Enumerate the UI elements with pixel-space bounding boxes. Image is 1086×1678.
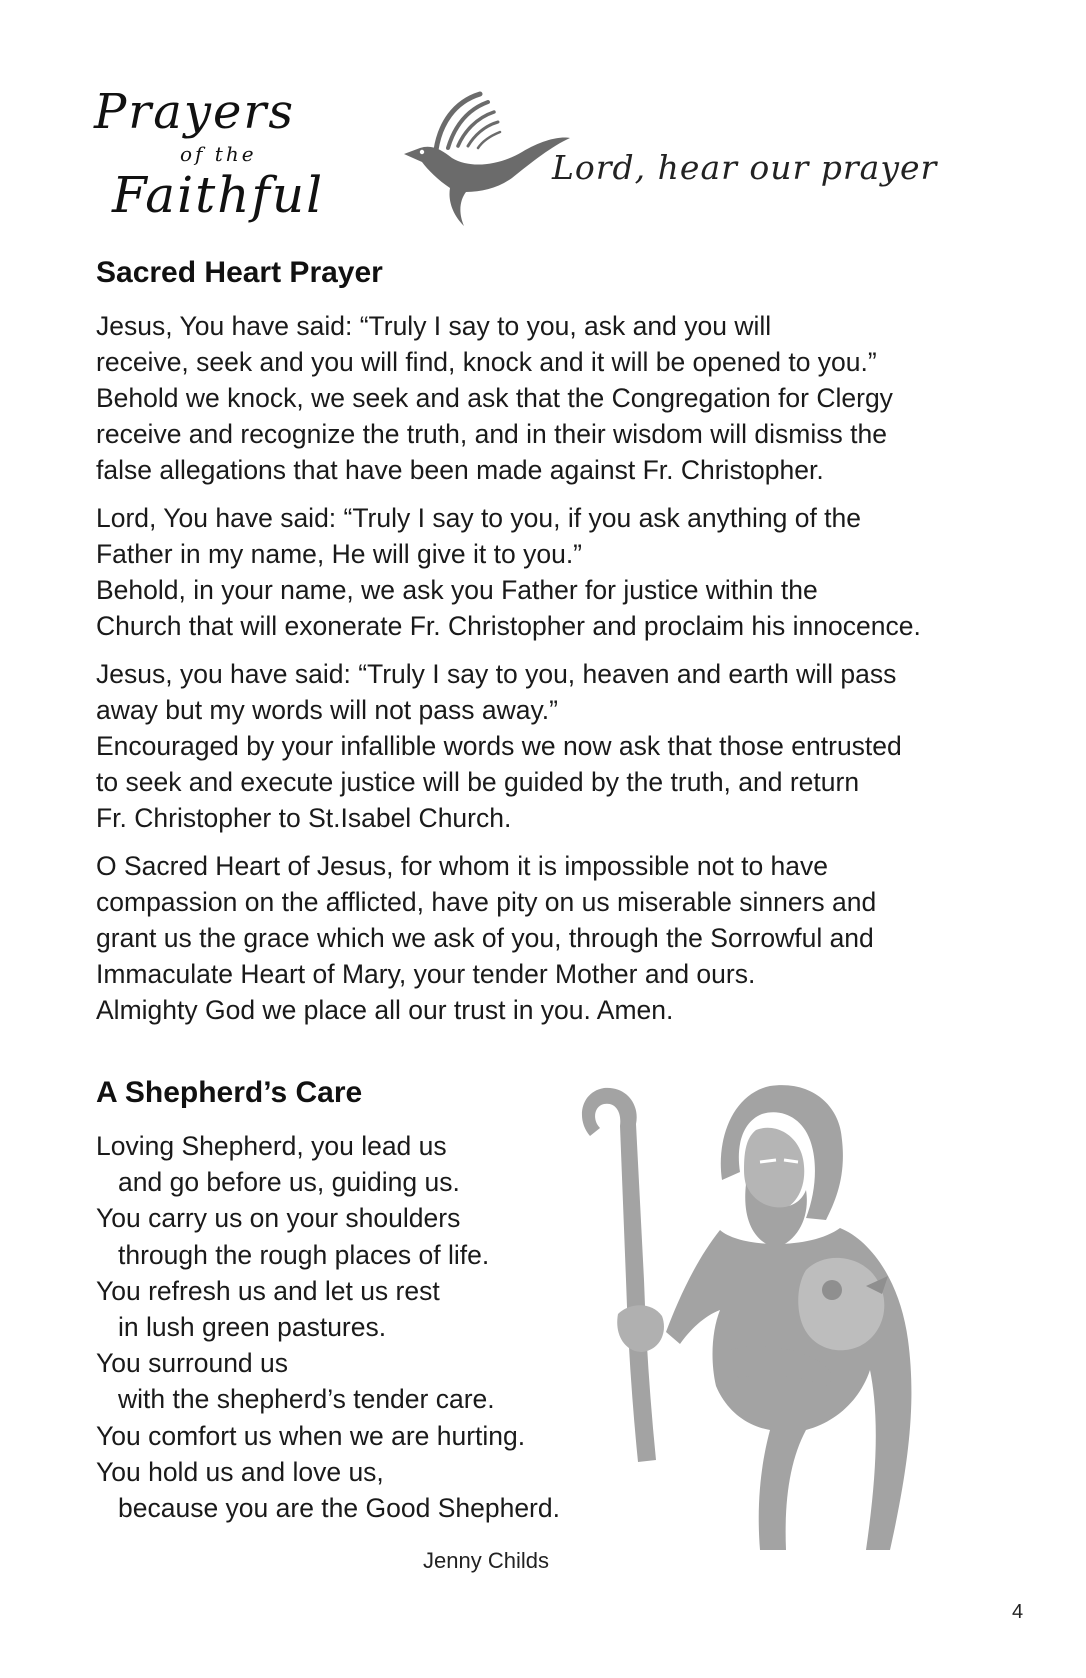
prayer-line: O Sacred Heart of Jesus, for whom it is impossible not to have — [96, 851, 829, 881]
prayer-line: Immaculate Heart of Mary, your tender Mother and ours. — [96, 959, 756, 989]
page-number: 4 — [1012, 1601, 1024, 1623]
poem-line: You surround us — [96, 1348, 289, 1379]
prayer-line: Behold, in your name, we ask you Father for justice within the — [96, 575, 818, 605]
tagline: Lord, hear our prayer — [552, 148, 938, 187]
poem-line: You carry us on your shoulders — [96, 1203, 461, 1234]
prayer-paragraph — [96, 500, 1016, 644]
prayer-paragraph — [96, 656, 1016, 836]
poem-line: with the shepherd’s tender care. — [118, 1384, 495, 1415]
sacred-heart-heading: Sacred Heart Prayer — [96, 256, 383, 289]
prayer-line: Jesus, You have said: “Truly I say to you, ask and you will — [96, 311, 772, 341]
sacred-heart-prayer-text — [96, 308, 1016, 1040]
page-header — [0, 0, 1086, 240]
prayer-line: compassion on the afflicted, have pity on us miserable sinners and — [96, 887, 877, 917]
dove-icon — [402, 88, 572, 228]
poem-line: You comfort us when we are hurting. — [96, 1420, 526, 1451]
prayer-line: Jesus, you have said: “Truly I say to you, heaven and earth will pass — [96, 659, 897, 689]
prayer-line: false allegations that have been made against Fr. Christopher. — [96, 455, 824, 485]
poem-line: You refresh us and let us rest — [96, 1275, 440, 1306]
prayer-paragraph — [96, 848, 1016, 1028]
prayer-line: Encouraged by your infallible words we now ask that those entrusted — [96, 731, 902, 761]
poem-line: You hold us and love us, — [96, 1456, 384, 1487]
poem-line: because you are the Good Shepherd. — [118, 1493, 560, 1524]
title-line-faithful: Faithful — [112, 166, 325, 224]
prayer-line: Father in my name, He will give it to you.” — [96, 539, 583, 569]
prayer-line: to seek and execute justice will be guided by the truth, and return — [96, 767, 860, 797]
prayer-line: Fr. Christopher to St.Isabel Church. — [96, 803, 512, 833]
poem-line: in lush green pastures. — [118, 1312, 387, 1343]
prayer-line: Behold we knock, we seek and ask that the Congregation for Clergy — [96, 383, 893, 413]
prayer-line: receive, seek and you will find, knock and it will be opened to you.” — [96, 347, 877, 377]
poem-line: Loving Shepherd, you lead us — [96, 1131, 447, 1161]
prayer-line: Church that will exonerate Fr. Christopher and proclaim his innocence. — [96, 611, 921, 641]
prayer-line: receive and recognize the truth, and in their wisdom will dismiss the — [96, 419, 887, 449]
shepherd-heading: A Shepherd’s Care — [96, 1076, 363, 1109]
poem-line: and go before us, guiding us. — [118, 1167, 460, 1198]
good-shepherd-illustration-icon — [570, 1080, 960, 1560]
poem-line: through the rough places of life. — [118, 1239, 490, 1270]
prayer-line: Lord, You have said: “Truly I say to you, if you ask anything of the — [96, 503, 862, 533]
prayer-line: Almighty God we place all our trust in you. Amen. — [96, 995, 674, 1025]
prayer-line: grant us the grace which we ask of you, through the Sorrowful and — [96, 923, 874, 953]
title-line-of-the: of the — [180, 142, 257, 166]
poem-author: Jenny Childs — [423, 1548, 549, 1573]
prayer-paragraph — [96, 308, 1016, 488]
prayer-line: away but my words will not pass away.” — [96, 695, 558, 725]
title-line-prayers: Prayers — [94, 84, 295, 140]
